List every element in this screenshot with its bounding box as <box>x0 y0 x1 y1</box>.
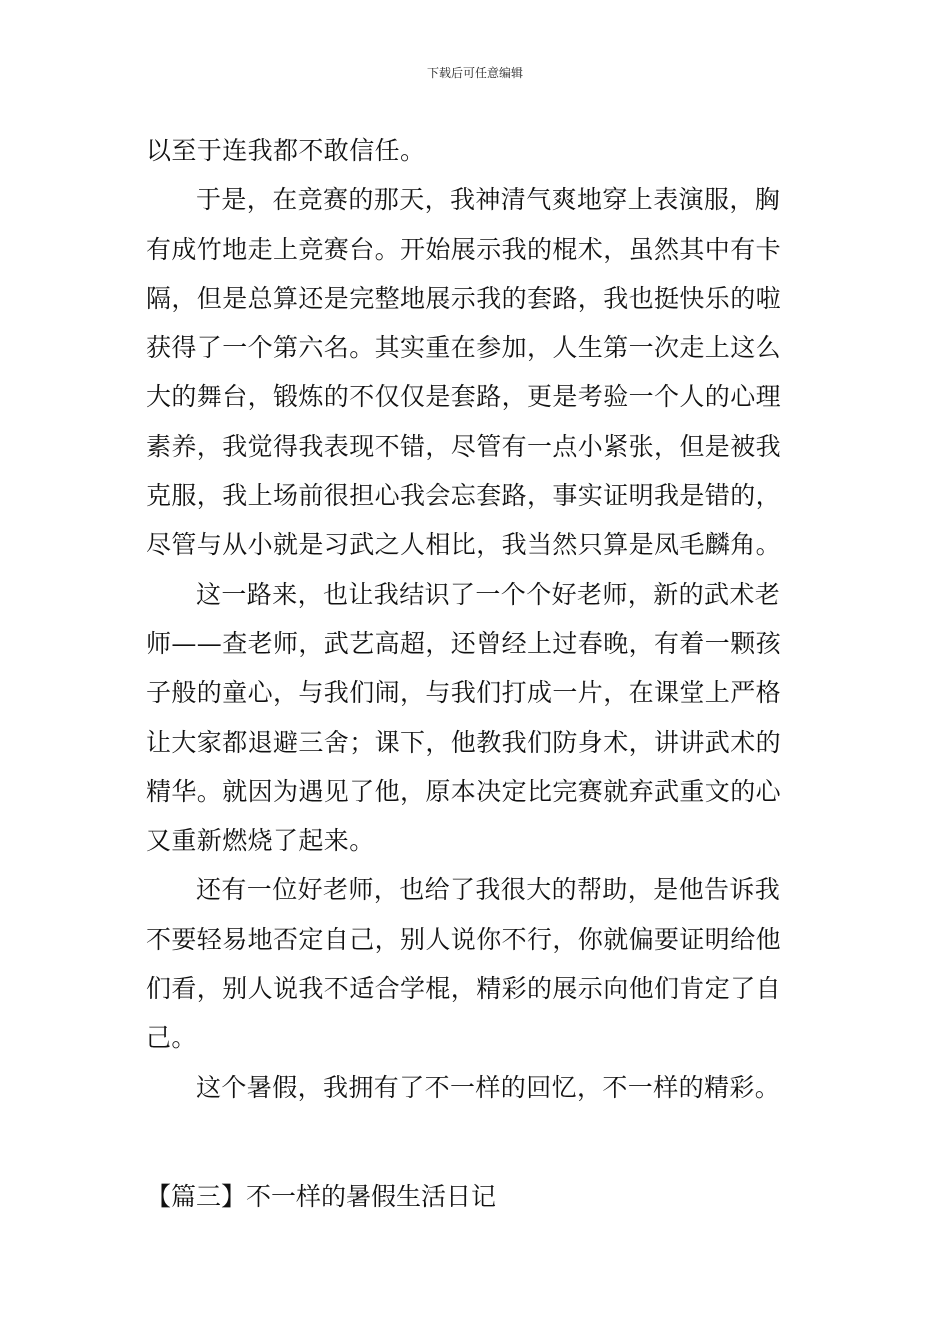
text-line: 又重新燃烧了起来。 <box>146 826 375 856</box>
text-line: 还有一位好老师，也给了我很大的帮助，是他告诉我 <box>196 875 781 905</box>
text-line: 尽管与从小就是习武之人相比，我当然只算是凤毛麟角。 <box>146 530 782 560</box>
text-line: 子般的童心，与我们闹，与我们打成一片，在课堂上严格 <box>146 678 782 708</box>
text-line: 己。 <box>146 1023 197 1053</box>
section-heading: 【篇三】不一样的暑假生活日记 <box>146 1182 497 1211</box>
body-text <box>146 126 808 1112</box>
text-line: 们看，别人说我不适合学棍，精彩的展示向他们肯定了自 <box>146 974 782 1004</box>
text-line: 这一路来，也让我结识了一个个好老师，新的武术老 <box>196 579 781 609</box>
text-line: 隔，但是总算还是完整地展示我的套路，我也挺快乐的啦 <box>146 283 782 313</box>
page-header: 下载后可任意编辑 <box>426 66 523 80</box>
text-line: 让大家都退避三舍；课下，他教我们防身术，讲讲武术的 <box>146 727 782 757</box>
text-line: 师——查老师，武艺高超，还曾经上过春晚，有着一颗孩 <box>146 628 782 658</box>
text-line: 素养，我觉得我表现不错，尽管有一点小紧张，但是被我 <box>146 431 782 461</box>
text-line: 获得了一个第六名。其实重在参加，人生第一次走上这么 <box>146 333 782 363</box>
text-line: 这个暑假，我拥有了不一样的回忆，不一样的精彩。 <box>196 1072 781 1102</box>
text-line: 不要轻易地否定自己，别人说你不行，你就偏要证明给他 <box>146 924 782 954</box>
text-line: 以至于连我都不敢信任。 <box>146 136 426 165</box>
text-line: 大的舞台，锻炼的不仅仅是套路，更是考验一个人的心理 <box>146 382 782 412</box>
text-line: 精华。就因为遇见了他，原本决定比完赛就弃武重文的心 <box>146 776 782 806</box>
text-line: 有成竹地走上竞赛台。开始展示我的棍术，虽然其中有卡 <box>146 234 782 264</box>
text-line: 克服，我上场前很担心我会忘套路，事实证明我是错的， <box>146 481 782 511</box>
text-line: 于是，在竞赛的那天，我神清气爽地穿上表演服，胸 <box>196 185 781 215</box>
